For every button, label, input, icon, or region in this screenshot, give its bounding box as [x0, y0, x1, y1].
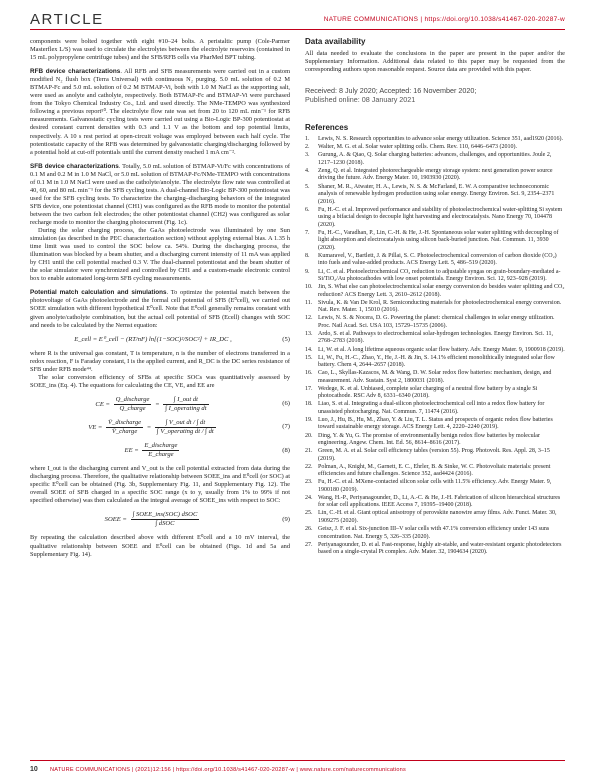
reference-number: 21. [305, 448, 313, 455]
reference-item [305, 355, 565, 370]
potential-heading: Potential match calculation and simulations [30, 289, 167, 297]
reference-number: 3. [305, 152, 310, 159]
equation-6-rnum: ∫ I_out dt [163, 396, 208, 405]
equation-5-body: E_cell = E⁰_cell − (RT/nF) ln[(1−SOC)²/SOC²] + IR_DC , [74, 335, 232, 343]
reference-number: 1. [305, 136, 310, 143]
references-list [305, 136, 565, 557]
section-label: ARTICLE [30, 11, 104, 28]
reference-text: Liao, S. et al. Integrating a dual-silicon photoelectrochemical cell into a redox flow battery for unassisted photocharging. Nat. Commun. 7, 11474 (2016). [318, 401, 545, 415]
equation-5-number: (5) [282, 335, 290, 343]
equation-5 [30, 336, 290, 344]
sfb-heading: SFB device characterizations [30, 162, 119, 170]
reference-text: Geisz, J. F. et al. Six-junction III–V solar cells with 47.1% conversion efficiency under 143 suns concentration. Nat. Energy 5, 326–335 (2020). [318, 526, 550, 540]
reference-item [305, 386, 565, 401]
equation-6-lhs: CE = [95, 400, 112, 408]
reference-number: 22. [305, 463, 313, 470]
reference-text: Wedege, K. et al. Unbiased, complete solar charging of a neutral flow battery by a single Si photocathode. RSC Adv 8, 6331–6340 (2018). [318, 385, 538, 400]
paragraph-pump: components were bolted together with eight #10–24 bolts. A peristaltic pump (Cole-Parmer Masterflex L/S) was used to circulate the electrolytes between the electrolyte reservoirs (contained in 15 mL polypropylene centrifuge tubes) and the SFB/RFB cells via PharMed BPT tubing. [30, 38, 290, 62]
equation-7-rnum: ∫ V_out dt / ∫ dt [155, 419, 216, 428]
reference-item [305, 144, 565, 152]
reference-item [305, 315, 565, 330]
reference-text: Luo, J., Hu, B., Hu, M., Zhao, Y. & Liu, T. L. Status and prospects of organic redox flow batteries toward sustainable energy storage. ACS Energy Lett. 4, 2220–2240 (2019). [318, 416, 553, 431]
reference-text: Li, W. et al. A long lifetime aqueous organic solar flow battery. Adv. Energy Mater. 9, 1900918 (2019). [318, 346, 565, 353]
reference-text: Zeng, Q. et al. Integrated photorechargeable energy storage system: next generation power source driving the future. Adv. Energy Mater. 10, 1903930 (2020). [318, 167, 553, 182]
paragraph-sfb [30, 163, 290, 227]
data-availability-heading: Data availability [305, 37, 366, 46]
reference-item [305, 448, 565, 463]
paragraph-potential-match [30, 289, 290, 329]
reference-text: Ardo, S. et al. Pathways to electrochemical solar-hydrogen technologies. Energy Environ. Sci. 11, 2768–2783 (2018). [318, 330, 553, 345]
reference-number: 9. [305, 268, 310, 275]
header-rule [30, 29, 565, 30]
reference-number: 6. [305, 206, 310, 213]
paragraph-repeat-calculation: By repeating the calculation described above with different E⁰cell and a 10 mV interval, the qualitative relationship between SOEE and E⁰cell can be obtained (Figs. 1d and 5a and Supplementary Fig. 14). [30, 534, 290, 558]
potential-text: . To optimize the potential match between the photovoltage of GaAs photoelectrode and the formal cell potential of SFB (E⁰cell), we carried out SOEE simulation with different hypothetical E⁰cell. Note that E⁰cell generally remains constant with given anolyte/catholyte combination, but the actual cell potential of SFB (Ecell) changes with SOC and needs to be calculated by the Nernst equation: [30, 289, 290, 329]
reference-item [305, 269, 565, 284]
reference-item [305, 526, 565, 541]
reference-item [305, 284, 565, 299]
equation-9-number: (9) [282, 515, 290, 523]
equation-9-den: ∫ dSOC [155, 520, 175, 528]
reference-number: 13. [305, 330, 313, 337]
reference-number: 15. [305, 354, 313, 361]
reference-number: 25. [305, 510, 313, 517]
equation-8-number: (8) [282, 446, 290, 454]
reference-number: 8. [305, 252, 310, 259]
reference-text: Polman, A., Knight, M., Garnett, E. C., Ehrler, B. & Sinke, W. C. Photovoltaic materials: present efficiencies and future challenges. Science 352, aad4424 (2016). [318, 463, 551, 478]
reference-text: Walter, M. G. et al. Solar water splitting cells. Chem. Rev. 110, 6446–6473 (2010). [318, 144, 517, 151]
equation-8-lhs: EE = [124, 447, 141, 455]
reference-number: 18. [305, 401, 313, 408]
footer-citation: NATURE COMMUNICATIONS | (2021)12:156 | https://doi.org/10.1038/s41467-020-20287-w | www.nature.com/naturecommunications [50, 767, 406, 773]
equation-9 [30, 511, 290, 528]
equation-8-num: E_discharge [142, 442, 179, 451]
sfb-text: . Totally, 5.0 mL solution of BTMAP-Vi/Fc with concentrations of 0.1 M and 0.2 M in 1.0 M NaCl, or 5.0 mL solution of BTMAP-Fc/NMe-TEMPO with concentrations of 0.1 M in 1.0 M NaCl were used as the catholyte/anolyte. The electrolyte flow rate was controlled at 40, 60, and 80 mL min⁻¹ for the SFB cycling tests. A dual-channel Bio-Logic BP-300 potentiostat was used for the SFB cycling tests. To characterize the charging–discharging behaviors of the integrated SFB device, one potentiostat channel (CH1) was configured as the RFB mode to monitor the potential between the two carbon felt electrodes; the other potentiostat channel (CH2) was configured as solar recharge mode to monitor the charging photocurrent (Fig. 1c). [30, 162, 290, 226]
reference-number: 20. [305, 432, 313, 439]
journal-doi-link[interactable]: NATURE COMMUNICATIONS | https://doi.org/10.1038/s41467-020-20287-w [323, 16, 565, 23]
reference-item [305, 464, 565, 479]
reference-item [305, 253, 565, 268]
reference-item [305, 207, 565, 230]
reference-number: 10. [305, 284, 313, 291]
reference-item [305, 152, 565, 167]
equation-6-den: Q_charge [119, 404, 146, 412]
paragraph-soee-relationship: where I_out is the discharging current and V_out is the cell potential extracted from data during the discharging process. Therefore, the qualitative relationship between SOEE_ins and E⁰cell (or SOC) at specific E⁰cell can be obtained (Fig. 3b, Supplementary Fig. 11, and Supplementary Fig. 12). The overall SOEE of SFB charged in a specific SOC range (x to y, usually from 1% to 99% if not specified otherwise) was then calculated as the integral average of SOEE_ins with respect to SOC: [30, 465, 290, 505]
reference-text: Lewis, N. S. & Nocera, D. G. Powering the planet: chemical challenges in solar energy utilization. Proc. Natl Acad. Sci. USA 103, 15729–15735 (2006). [318, 315, 555, 329]
reference-text: Fu, H.-C. et al. Improved performance and stability of photoelectrochemical water-splitting Si system using a bifacial design to decouple light harvesting and electrocatalysis. Nano Energy 70, 104478 (2020). [318, 206, 563, 228]
equation-7-lhs: VE = [88, 424, 105, 432]
reference-item [305, 184, 565, 207]
right-column [305, 38, 565, 557]
rfb-text: . All RFB and SFB measurements were carried out in a custom modified N₂ flush box (Terra Universal) with continuous N₂ purging. 5.0 mL solution of 0.2 M BTMAP-Fc and 5.0 mL solution of 0.2 M BTMAP-Vi, both with 1.0 M NaCl as the supporting salt, were used as anolyte and catholyte, respectively. Both BTMAP-Fc and BTMAP-Vi were purchased from the Tokyo Chemical Industry Co., Ltd. and used directly. The NMe-TEMPO was synthesized following a previous report⁵⁰. The electrolyte flow rate was set from 20 to 120 mL min⁻¹ for RFB measurements. Galvanostatic cycling tests were carried out using a Bio-Logic BP-300 potentiostat at desired constant current densities with 0.3 and 1.1 V as the bottom and top potential limits, respectively. A 10 s rest period at open-circuit voltage was employed between each half cycle. The potentiostatic capacity of the RFB was determined by galvanostatic charging/discharging followed by a potential hold at cut-off potentials until the current density reached 1 mA cm⁻². [30, 68, 291, 156]
reference-item [305, 542, 565, 557]
reference-text: Green, M. A. et al. Solar cell efficiency tables (version 55). Prog. Photovolt. Res. Appl. 28, 3–15 (2019). [318, 448, 550, 462]
equation-7: VE = $\frac{\text{V̄\_discharge}}{\text{V̄\_charge}}$ = $\frac{\text{∫ V\_out dt / ∫ dt}}{\text{∫ V\_operating dt / ∫ dt}}$ (7) [88, 418, 290, 436]
equation-8 [30, 442, 290, 459]
reference-item [305, 168, 565, 183]
page-header [0, 0, 595, 30]
left-column [30, 38, 290, 565]
reference-number: 23. [305, 479, 313, 486]
reference-number: 24. [305, 494, 313, 501]
reference-text: Sivula, K. & Van De Krol, R. Semiconducting materials for photoelectrochemical energy conversion. Nat. Rev. Mater. 1, 15010 (2016). [318, 299, 562, 314]
equation-6-number: (6) [282, 400, 290, 408]
page-number: 10 [30, 766, 38, 773]
paragraph-efficiency-intro: The solar conversion efficiency of SFBs at specific SOCs was quantitatively assessed by SOEE_ins (Eq. 4). The equations for calculating the CE, VE, and EE are [30, 373, 290, 389]
reference-item [305, 347, 565, 355]
reference-text: Gurung, A. & Qiao, Q. Solar charging batteries: advances, challenges, and opportunities. Joule 2, 1217–1230 (2018). [318, 152, 552, 166]
page-footer [0, 757, 595, 782]
reference-text: Ding, Y. & Yu, G. The promise of environmentally benign redox flow batteries by molecular engineering. Angew. Chem. Int. Ed. 56, 8614–8616 (2017). [318, 432, 540, 447]
reference-text: Lin, C.-H. et al. Giant optical anisotropy of perovskite nanowire array films. Adv. Funct. Mater. 30, 1909275 (2020). [318, 510, 557, 525]
reference-number: 7. [305, 229, 310, 236]
equation-6: CE = $\frac{\text{Q\_discharge}}{\text{Q\_charge}}$ = $\frac{\text{∫ I\_out dt}}{\text{∫ I\_operating dt}}$ (6) [95, 395, 290, 412]
reference-number: 17. [305, 385, 313, 392]
reference-text: Lewis, N. S. Research opportunities to advance solar energy utilization. Science 351, aad1920 (2016). [318, 136, 563, 143]
equation-7-number: (7) [282, 423, 290, 431]
reference-item [305, 417, 565, 432]
reference-number: 12. [305, 315, 313, 322]
reference-text: Cao, L., Skyllas-Kazacos, M. & Wang, D. W. Solar redox flow batteries: mechanism, design, and measurement. Adv. Sustain. Syst 2, 1800031 (2018). [318, 370, 552, 384]
paragraph-rfb [30, 68, 290, 157]
reference-item [305, 370, 565, 385]
equation-6-num: Q_discharge [114, 396, 152, 405]
equation-6-rden: ∫ I_operating dt [165, 404, 207, 412]
paragraph-nernst-terms: where R is the universal gas constant, T is temperature, n is the number of electrons transferred in a redox reaction, F is Faraday constant, I is the applied current, and R_DC is the DC series resistance of SFB under RFB mode⁴⁴. [30, 349, 290, 373]
reference-text: Jin, S. What else can photoelectrochemical solar energy conversion do besides water splitting and CO₂ reduction? ACS Energy Lett. 3, 2610–2612 (2018). [318, 284, 565, 298]
reference-text: Periyanagounder, D. et al. Fast-response, highly air-stable, and water-resistant organic photodetectors based on a single-crystal Pt complex. Adv. Mater. 32, 1904634 (2020). [318, 541, 562, 556]
equation-9-lhs: SOEE = [104, 516, 129, 524]
reference-text: Wang, H.-P., Periyanagounder, D., Li, A.-C. & He, J.-H. Fabrication of silicon hierarchical structures for solar cell applications. IEEE Access 7, 19395–19400 (2018). [318, 494, 561, 509]
reference-item [305, 433, 565, 448]
reference-item [305, 331, 565, 346]
reference-text: Fu, H.-C., Varadhan, P., Lin, C.-H. & He, J.-H. Spontaneous solar water splitting with decoupling of light absorption and electrocatalysis using silicon back-buried junction. Nat. Commun. 11, 3930 (2020). [318, 229, 559, 251]
reference-text: Kumaravel, V., Bartlett, J. & Pillai, S. C. Photoelectrochemical conversion of carbon dioxide (CO₂) into fuels and value-added products. ACS Energy Lett. 5, 486–519 (2020). [318, 252, 557, 267]
published-online: Published online: 08 January 2021 [305, 95, 416, 105]
reference-item [305, 479, 565, 494]
reference-item [305, 136, 565, 144]
equation-8-den: E_charge [148, 451, 174, 459]
reference-item [305, 401, 565, 416]
reference-number: 2. [305, 144, 310, 151]
reference-item [305, 510, 565, 525]
equation-7-rden: ∫ V_operating dt / ∫ dt [156, 428, 214, 436]
reference-text: Shaner, M. R., Atwater, H. A., Lewis, N. S. & McFarland, E. W. A comparative technoeconomic analysis of renewable hydrogen production using solar energy. Energy Environ. Sci. 9, 2354–2371 (2016). [318, 183, 555, 205]
equation-7-num: V̄_discharge [106, 419, 143, 428]
reference-number: 26. [305, 526, 313, 533]
reference-text: Li, W., Fu, H.-C., Zhao, Y., He, J.-H. & Jin, S. 14.1% efficient monolithically integrated solar flow battery. Chem 4, 2644–2657 (2018). [318, 354, 555, 369]
reference-text: Fu, H.-C. et al. MXene-contacted silicon solar cells with 11.5% efficiency. Adv. Energy Mater. 9, 1900180 (2019). [318, 479, 552, 493]
received-accepted: Received: 8 July 2020; Accepted: 16 November 2020; [305, 86, 477, 96]
reference-item [305, 300, 565, 315]
reference-item [305, 230, 565, 253]
reference-number: 14. [305, 346, 313, 353]
rfb-heading: RFB device characterizations [30, 68, 121, 76]
references-heading: References [305, 123, 349, 133]
dates-block [305, 86, 565, 104]
reference-number: 27. [305, 541, 313, 548]
footer-rule [30, 760, 565, 761]
paragraph-solar-charging: During the solar charging process, the GaAs photoelectrode was illuminated by one Sun simulation (as described in the PEC characterization section) without applying external bias. A 1.35 h time limit was used to control the SOC below ca. 54%. During the discharging process, the illumination was blocked by a beam shutter, and a discharging current intensity of 11 mA was applied by CH1 until the cell potential reached 0.3 V. The dual-channel potentiostat and the beam shutter of the solar simulator were synchronized and controlled by CH1 and a custom-made electronic control box to enable automated long-term SFB cycling measurements. [30, 227, 290, 283]
reference-number: 11. [305, 299, 313, 306]
data-availability-text: All data needed to evaluate the conclusions in the paper are present in the paper and/or the Supplementary Information. Additional data related to this paper may be requested from the corresponding authors upon reasonable request. Source data are provided with this paper. [305, 50, 565, 74]
reference-item [305, 495, 565, 510]
reference-number: 5. [305, 183, 310, 190]
reference-number: 16. [305, 370, 313, 377]
reference-number: 4. [305, 167, 310, 174]
equation-7-den: V̄_charge [111, 428, 138, 436]
reference-text: Li, C. et al. Photoelectrochemical CO₂ reduction to adjustable syngas on grain-boundary-mediated a-Si/TiO₂/Au photocathodes with low onset potentials. Energy Environ. Sci. 12, 923–928 (2019). [318, 268, 561, 283]
equation-9-num: ∫ SOEE_ins(SOC) dSOC [131, 511, 200, 520]
reference-number: 19. [305, 416, 313, 423]
